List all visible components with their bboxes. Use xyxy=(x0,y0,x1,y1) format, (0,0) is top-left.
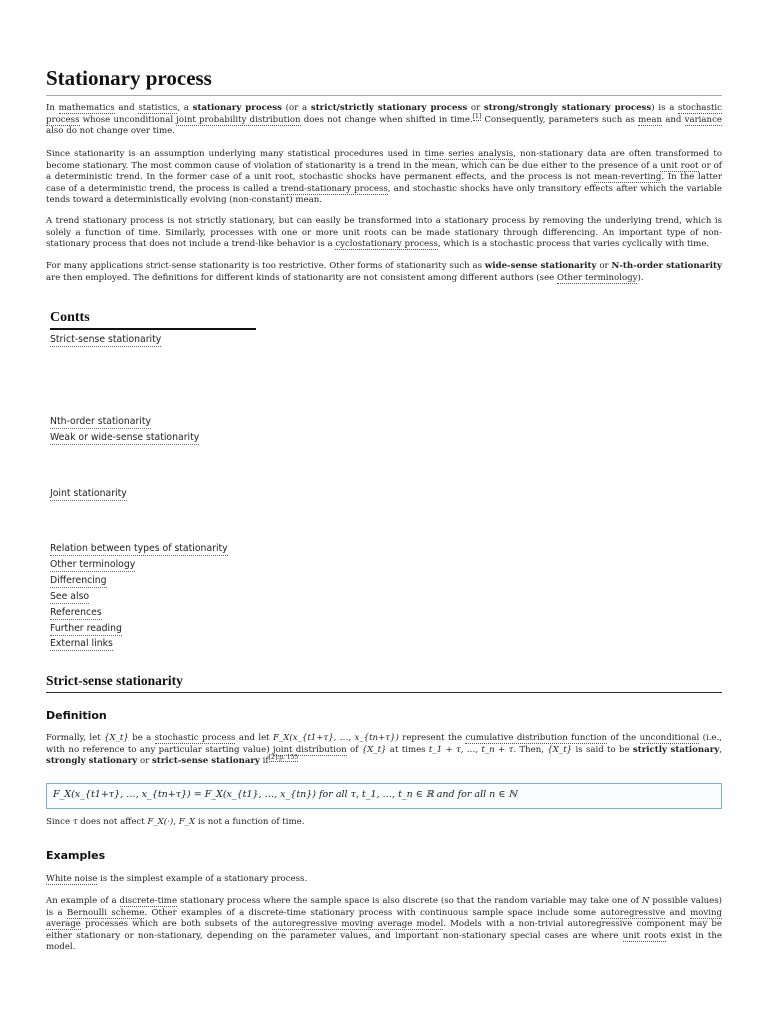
page-title: Stationary process xyxy=(46,64,722,96)
definition-note xyxy=(46,817,722,829)
toc-item-nth-order-stationarity[interactable]: Nth-order stationarity xyxy=(50,416,152,427)
text: processes which are both subsets of the xyxy=(80,919,273,930)
text: (i.e., with no reference to any particular starting value) xyxy=(46,733,722,755)
text: , non-stationary data are often transformed to become stationary. The most common cause of violation of stationarity is a trend in the mean, which can be due either to the presence of a xyxy=(46,149,722,171)
toc-item-differencing[interactable]: Differencing xyxy=(50,575,107,586)
math-expression: τ xyxy=(72,817,78,827)
text: is the simplest example of a stationary process. xyxy=(97,874,308,884)
intro-paragraph-4 xyxy=(46,261,722,284)
toc-item-strict-sense-stationarity[interactable]: Strict-sense stationarity xyxy=(50,334,162,345)
link-other-terminology[interactable]: Other terminology xyxy=(556,272,638,283)
text: or xyxy=(467,103,484,113)
toc-item-see-also[interactable]: See also xyxy=(50,591,90,602)
link-trend-stationary-process[interactable]: trend-stationary process xyxy=(280,183,388,194)
toc-item-other-terminology[interactable]: Other terminology xyxy=(50,559,136,570)
text: . In the latter case of a deterministic trend, the process is called a xyxy=(46,172,723,194)
text: and xyxy=(665,907,691,918)
text: or xyxy=(596,261,612,271)
text: if xyxy=(259,756,269,767)
text: . Other examples of a discrete-time stationary process with continuous sample space include some xyxy=(144,907,601,918)
text: , xyxy=(173,817,179,827)
text: and let xyxy=(235,733,273,743)
link-bernoulli-scheme[interactable]: Bernoulli scheme xyxy=(66,907,145,918)
bold-term: N-th-order stationarity xyxy=(611,261,722,271)
intro-paragraph-2 xyxy=(46,149,722,207)
text: (or a xyxy=(281,103,311,113)
bold-term: strict-sense stationary xyxy=(152,756,260,767)
text: stationary process where the sample space is also discrete (so that the random variable may take one of xyxy=(177,896,642,906)
text: , a xyxy=(177,103,193,113)
link-mean-reverting[interactable]: mean-reverting xyxy=(594,172,662,183)
intro-paragraph-1 xyxy=(46,103,722,138)
toc-item-references[interactable]: References xyxy=(50,607,102,618)
link-cyclostationary-process[interactable]: cyclostationary process xyxy=(335,239,438,250)
text: does not change when shifted in time. xyxy=(300,114,473,125)
math-expression: {X_t} xyxy=(547,744,573,755)
text: ). xyxy=(637,272,644,283)
link-unconditional[interactable]: unconditional xyxy=(639,733,700,743)
link-autoregressive[interactable]: autoregressive xyxy=(600,907,666,918)
link-unit-root[interactable]: unit root xyxy=(660,160,699,171)
toc-item-joint-stationarity[interactable]: Joint stationarity xyxy=(50,488,127,499)
link-white-noise[interactable]: White noise xyxy=(46,874,98,884)
math-expression: F_X(x_{t1+τ}, …, x_{tn+τ}) xyxy=(273,733,399,743)
text: An example of a xyxy=(46,896,120,906)
math-expression: {X_t} xyxy=(361,744,387,755)
toc-item-relation-between-types[interactable]: Relation between types of stationarity xyxy=(50,543,228,554)
bold-term: strongly stationary xyxy=(46,756,138,767)
subsection-heading-definition: Definition xyxy=(46,709,107,722)
text: also do not change over time. xyxy=(46,126,175,137)
text: be a xyxy=(128,733,155,743)
link-discrete-time[interactable]: discrete-time xyxy=(119,896,178,906)
link-moving-average[interactable]: moving average xyxy=(46,907,723,930)
link-variance[interactable]: variance xyxy=(684,114,722,125)
text: In xyxy=(46,103,59,113)
examples-paragraph-1 xyxy=(46,874,722,886)
text: does not affect xyxy=(77,817,148,827)
text: . Then, xyxy=(513,744,548,755)
math-expression: F_X(·) xyxy=(147,817,174,827)
text: , which is a stochastic process that varies cyclically with time. xyxy=(437,239,710,250)
toc-item-further-reading[interactable]: Further reading xyxy=(50,623,122,634)
link-stochastic-process[interactable]: stochastic process xyxy=(154,733,236,743)
citation-2[interactable]: [2]:p. 155 xyxy=(268,754,299,762)
text: or xyxy=(137,756,153,767)
math-expression: F_X xyxy=(178,817,196,827)
table-of-contents xyxy=(50,310,262,649)
text: and xyxy=(662,114,685,125)
toc-title: Contts xyxy=(50,310,256,330)
examples-paragraph-2 xyxy=(46,896,722,954)
link-unit-roots[interactable]: unit roots xyxy=(622,930,667,941)
text: are then employed. The definitions for different kinds of stationarity are not consistent among different authors (see xyxy=(46,272,557,283)
text: Formally, let xyxy=(46,733,105,743)
text: of the xyxy=(607,733,640,743)
text: whose unconditional xyxy=(79,114,177,125)
link-cumulative-distribution-function[interactable]: cumulative distribution function xyxy=(465,733,608,743)
toc-item-external-links[interactable]: External links xyxy=(50,638,113,649)
citation-1[interactable]: [1] xyxy=(472,112,482,120)
definition-paragraph xyxy=(46,733,722,768)
link-joint-distribution[interactable]: joint distribution xyxy=(272,744,347,755)
text: Since xyxy=(46,817,73,827)
text: , and stochastic shocks have only transitory effects after which the variable tends toward a deterministically evolving (non-constant) mean. xyxy=(46,183,722,206)
text: , xyxy=(719,744,722,755)
formula-box xyxy=(46,783,722,809)
link-stochastic-process[interactable]: stochastic process xyxy=(46,103,722,125)
formula: F_X(x_{t1+τ}, …, x_{tn+τ}) = F_X(x_{t1}, …, x_{tn}) for all τ, t_1, …, t_n ∈ ℝ and for all n ∈ ℕ xyxy=(53,789,518,800)
link-time-series-analysis[interactable]: time series analysis xyxy=(424,149,514,159)
link-statistics[interactable]: statistics xyxy=(138,103,178,113)
text: is said to be xyxy=(572,744,633,755)
text: at times xyxy=(386,744,429,755)
text: is not a function of time. xyxy=(195,817,305,827)
text: or of a deterministic trend. In the former case of a unit root, stochastic shocks have permanent effects, and the process is not xyxy=(46,160,722,183)
link-joint-probability-distribution[interactable]: joint probability distribution xyxy=(176,114,301,125)
bold-term: strictly stationary xyxy=(632,744,720,755)
math-expression: t_1 + τ, …, t_n + τ xyxy=(428,744,514,755)
intro-paragraph-3 xyxy=(46,216,722,251)
text: possible values) is a xyxy=(46,896,722,918)
text: . Models with a non-trivial autoregressive component may be either stationary or non-stationary, depending on the parameter values, and important non-stationary special cases are where xyxy=(46,919,723,941)
text: A trend stationary process is not strictly stationary, but can easily be transformed into a stationary process by removing the underlying trend, which is solely a function of time. Similarly, processes with one or more unit roots can be made stationary through differencing. An important type of non-stationary process that does not include a trend-like behavior is a xyxy=(46,216,722,250)
bold-term: strong/strongly stationary process xyxy=(483,103,652,113)
text: and xyxy=(114,103,139,113)
section-heading-strict-sense: Strict-sense stationarity xyxy=(46,672,722,693)
bold-term: strict/strictly stationary process xyxy=(310,103,468,113)
text: Consequently, parameters such as xyxy=(481,114,639,125)
text: represent the xyxy=(398,733,466,743)
link-mathematics[interactable]: mathematics xyxy=(58,103,115,113)
text: ) is a xyxy=(651,103,679,113)
math-expression: N xyxy=(641,896,650,906)
subsection-heading-examples: Examples xyxy=(46,849,106,862)
text: Since stationarity is an assumption underlying many statistical procedures used in xyxy=(46,149,425,159)
link-mean[interactable]: mean xyxy=(638,114,663,125)
bold-term: wide-sense stationarity xyxy=(484,261,597,271)
text: exist in the model. xyxy=(46,930,722,953)
math-expression: {X_t} xyxy=(104,733,129,743)
link-arma-model[interactable]: autoregressive moving average model xyxy=(272,919,444,930)
toc-item-weak-stationarity[interactable]: Weak or wide-sense stationarity xyxy=(50,432,200,443)
text: For many applications strict-sense stationarity is too restrictive. Other forms of stationarity such as xyxy=(46,261,485,271)
text: of xyxy=(346,744,362,755)
bold-term: stationary process xyxy=(192,103,282,113)
